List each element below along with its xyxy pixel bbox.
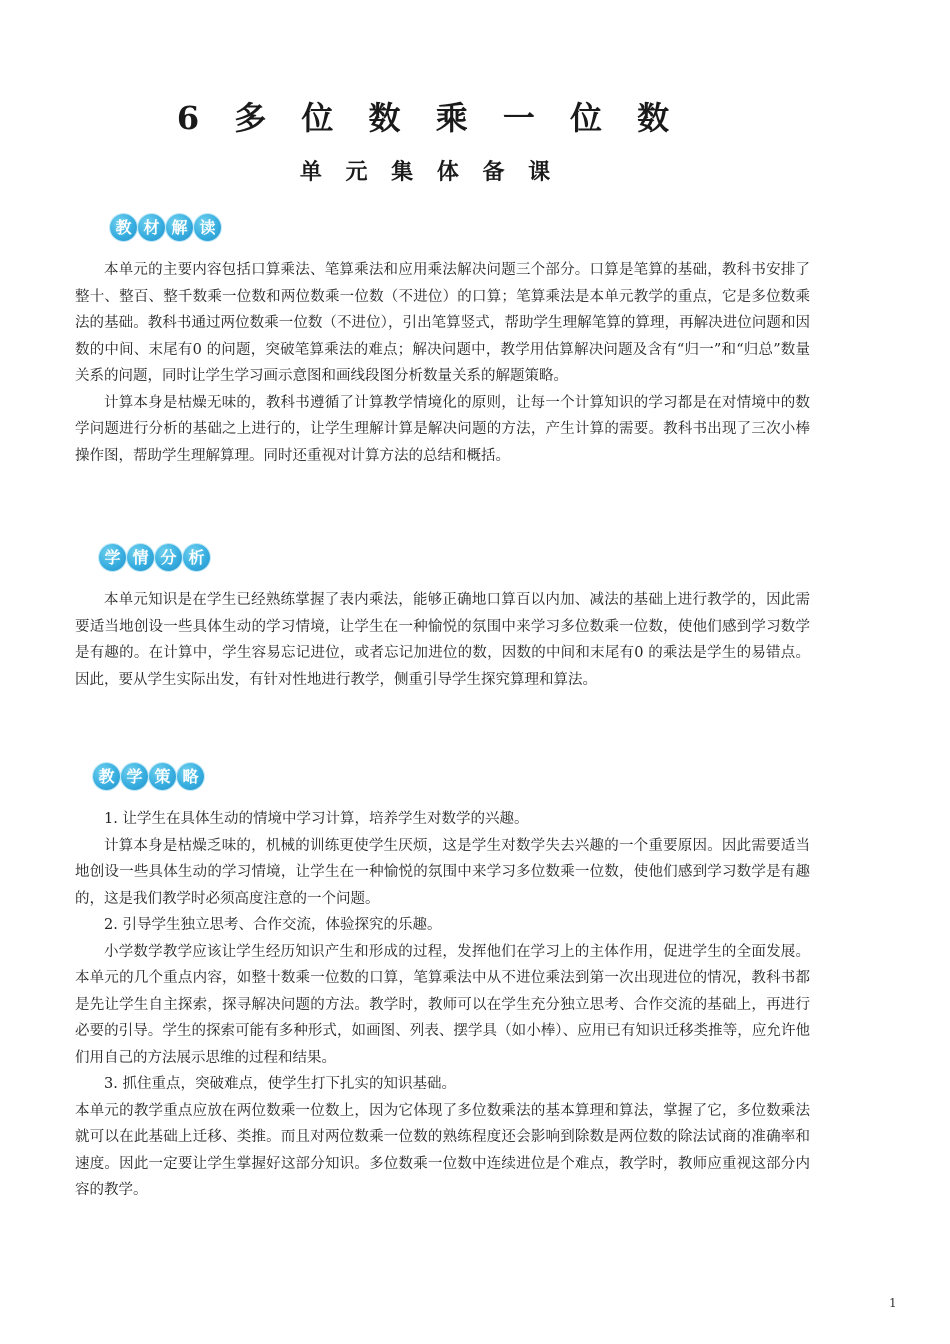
badge-char: 分 <box>155 544 182 571</box>
paragraph: 计算本身是枯燥乏味的，机械的训练更使学生厌烦，这是学生对数学失去兴趣的一个重要原因。因此需要适当地创设一些具体生动的学习情境，让学生在一种愉悦的氛围中来学习多位数乘一位数，使他们感到学习数学是有趣的，这是我们教学时必须高度注意的一个问题。 <box>75 837 810 907</box>
badge-char: 策 <box>149 763 176 790</box>
strategy-heading: 1. 让学生在具体生动的情境中学习计算，培养学生对数学的兴趣。 <box>104 811 529 827</box>
badge-char: 教 <box>110 214 137 241</box>
page-title: 6 多 位 数 乘 一 位 数 <box>176 99 682 137</box>
badge-char: 材 <box>138 214 165 241</box>
page-subtitle: 单 元 集 体 备 课 <box>299 159 559 185</box>
strategy-heading: 2. 引导学生独立思考、合作交流，体验探究的乐趣。 <box>104 917 442 933</box>
badge-char: 教 <box>93 763 120 790</box>
paragraph: 本单元的主要内容包括口算乘法、笔算乘法和应用乘法解决问题三个部分。口算是笔算的基础，教科书安排了整十、整百、整千数乘一位数和两位数乘一位数（不进位）的口算；笔算乘法是本单元教学的重点，它是多位数乘法的基础。教科书通过两位数乘一位数（不进位），引出笔算竖式，帮助学生理解笔算的算理，再解决进位问题和因数的中间、末尾有0 的问题，突破笔算乘法的难点；解决问题中，教学用估算解决问题及含有“归一”和“归总”数量关系的问题，同时让学生学习画示意图和画线段图分析数量关系的解题策略。 <box>75 262 810 384</box>
section-badge-teaching-strategy <box>93 763 204 790</box>
badge-char: 析 <box>183 544 210 571</box>
badge-char: 学 <box>99 544 126 571</box>
badge-char: 学 <box>121 763 148 790</box>
badge-char: 解 <box>166 214 193 241</box>
paragraph: 本单元知识是在学生已经熟练掌握了表内乘法，能够正确地口算百以内加、减法的基础上进行教学的，因此需要适当地创设一些具体生动的学习情境，让学生在一种愉悦的氛围中来学习多位数乘一位数，使他们感到学习数学是有趣的。在计算中，学生容易忘记进位，或者忘记加进位的数，因数的中间和末尾有0 的乘法是学生的易错点。因此，要从学生实际出发，有针对性地进行教学，侧重引导学生探究算理和算法。 <box>75 592 810 688</box>
badge-char: 略 <box>177 763 204 790</box>
paragraph: 本单元的教学重点应放在两位数乘一位数上，因为它体现了多位数乘法的基本算理和算法，掌握了它，多位数乘法就可以在此基础上迁移、类推。而且对两位数乘一位数的熟练程度还会影响到除数是两位数的除法试商的准确率和速度。因此一定要让学生掌握好这部分知识。多位数乘一位数中连续进位是个难点，教学时，教师应重视这部分内容的教学。 <box>75 1102 810 1198</box>
section-badge-textbook-reading <box>110 214 221 241</box>
section-teaching-strategy-body <box>75 806 810 1204</box>
section-textbook-reading-body <box>75 257 810 469</box>
paragraph: 小学数学教学应该让学生经历知识产生和形成的过程，发挥他们在学习上的主体作用，促进学生的全面发展。本单元的几个重点内容，如整十数乘一位数的口算，笔算乘法中从不进位乘法到第一次出现进位的情况，教科书都是先让学生自主探索，探寻解决问题的方法。教学时，教师可以在学生充分独立思考、合作交流的基础上，再进行必要的引导。学生的探索可能有多种形式，如画图、列表、摆学具（如小棒）、应用已有知识迁移类推等，应允许他们用自己的方法展示思维的过程和结果。 <box>75 943 810 1066</box>
badge-char: 情 <box>127 544 154 571</box>
strategy-heading: 3. 抓住重点，突破难点，使学生打下扎实的知识基础。 <box>104 1076 456 1092</box>
section-learning-analysis-body <box>75 587 810 693</box>
section-badge-learning-analysis <box>99 544 210 571</box>
badge-char: 读 <box>194 214 221 241</box>
paragraph: 计算本身是枯燥无味的，教科书遵循了计算教学情境化的原则，让每一个计算知识的学习都是在对情境中的数学问题进行分析的基础之上进行的，让学生理解计算是解决问题的方法，产生计算的需要。教科书出现了三次小棒操作图，帮助学生理解算理。同时还重视对计算方法的总结和概括。 <box>75 394 810 464</box>
page-number: 1 <box>889 1296 897 1310</box>
